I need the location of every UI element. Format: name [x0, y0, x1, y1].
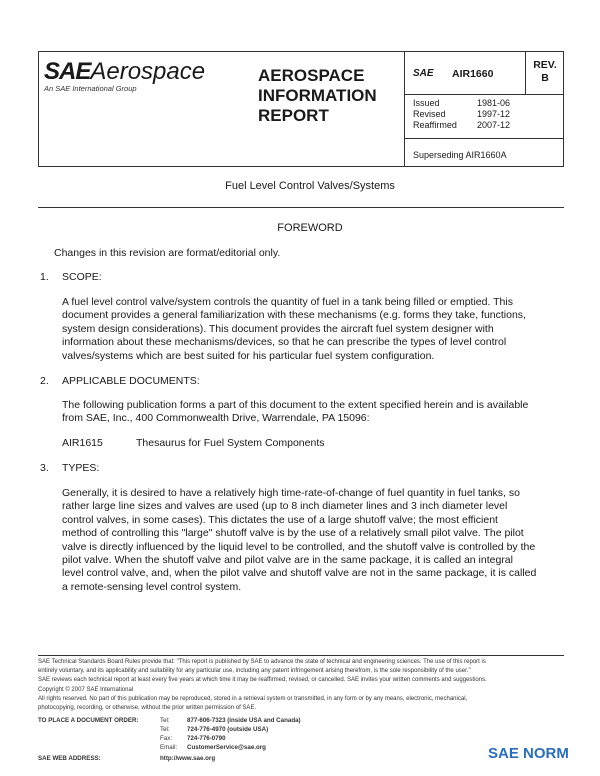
sae-norm-stamp: SAE NORM	[488, 745, 569, 762]
report-type-line: AEROSPACE	[258, 66, 365, 85]
logo-brand: SAE	[44, 58, 91, 85]
text-line: pilot valve. When the shutoff valve and pilot valve are in the same package, it is called an integral	[62, 554, 513, 567]
text-line: level control valve, and, when the pilot valve and shutoff valve are not in the same package, it is called	[62, 567, 537, 580]
text-line: rather large line sizes and valves are used (up to 8 inch diameter lines and 3 inch diameter level	[62, 500, 508, 513]
section-number: 1.	[40, 271, 49, 283]
text-line: a remote-sensing level control system.	[62, 580, 242, 593]
notice-line: photocopying, recording, or otherwise, without the prior written permission of SAE.	[38, 704, 257, 711]
contact-label: Tel:	[160, 717, 170, 724]
date-value: 1997-12	[477, 109, 511, 119]
date-label: Reaffirmed	[413, 120, 457, 130]
logo-product: Aerospace	[90, 58, 206, 85]
text-line: system design considerations). This document provides the aircraft fuel system designer with	[62, 322, 494, 335]
report-type-line: INFORMATION	[258, 86, 377, 105]
logo-tagline: An SAE International Group	[44, 84, 137, 93]
web-link[interactable]: http://www.sae.org	[160, 755, 216, 762]
contact-value: 724-776-0790	[187, 735, 226, 742]
rev-divider	[525, 51, 526, 94]
section-number: 2.	[40, 375, 49, 387]
header-top-rule	[38, 51, 564, 52]
notice-line: SAE Technical Standards Board Rules provide that: "This report is published by SAE to advance the state of technical and engineering sciences. The use of this report is	[38, 659, 486, 665]
notice-line: Copyright © 2007 SAE International	[38, 686, 134, 693]
footer-rule	[38, 655, 564, 656]
revision-label: REV.	[533, 59, 557, 71]
docnum-rule	[404, 94, 564, 95]
reference-title: Thesaurus for Fuel System Components	[136, 437, 325, 449]
contact-value: 877-606-7323 (inside USA and Canada)	[187, 717, 301, 724]
report-type-line: REPORT	[258, 106, 329, 125]
web-label: SAE WEB ADDRESS:	[38, 755, 101, 762]
email-link[interactable]: CustomerService@sae.org	[187, 744, 266, 751]
footer-notice	[38, 658, 558, 713]
text-line: Generally, it is desired to have a relatively high time-rate-of-change of fuel quantity in fuel tanks, so	[62, 487, 520, 499]
title-rule	[38, 207, 564, 208]
types-paragraph	[62, 487, 557, 594]
foreword-heading: FOREWORD	[277, 222, 343, 234]
foreword-text: Changes in this revision are format/editorial only.	[54, 247, 281, 259]
sae-mark: SAE	[413, 68, 434, 79]
date-label: Issued	[413, 98, 440, 108]
text-line: The following publication forms a part of this document to the extent specified herein and is available	[62, 399, 529, 411]
date-label: Revised	[413, 109, 446, 119]
notice-line: All rights reserved. No part of this publication may be reproduced, stored in a retrieval system or transmitted, in any form or by any means, electronic, mechanical,	[38, 696, 468, 703]
dates-rule	[404, 138, 564, 139]
text-line: from SAE, Inc., 400 Commonwealth Drive, Warrendale, PA 15096:	[62, 412, 370, 425]
sae-aerospace-logo	[44, 58, 205, 86]
header-left-rule	[38, 51, 39, 166]
contact-label: Fax:	[160, 735, 173, 742]
section-number: 3.	[40, 462, 49, 474]
notice-line: entirely voluntary, and its applicability and suitability for any particular use, including any patent infringement arising therefrom, is the sole responsibility of the user."	[38, 667, 471, 674]
text-line: method of controlling this "large" shutoff valve is by the use of a relatively small pilot valve. The pilot	[62, 527, 524, 540]
date-value: 2007-12	[477, 120, 511, 130]
text-line: A fuel level control valve/system controls the quantity of fuel in a tank being filled or emptied. This	[62, 296, 513, 308]
date-value: 1981-06	[477, 98, 511, 108]
revision-box	[531, 59, 559, 85]
order-label: TO PLACE A DOCUMENT ORDER:	[38, 717, 139, 724]
contact-label: Tel:	[160, 726, 170, 733]
contact-value: 724-776-4970 (outside USA)	[187, 726, 269, 733]
scope-paragraph	[62, 296, 557, 363]
header-right-rule	[563, 51, 564, 166]
section-title: TYPES:	[62, 462, 100, 474]
section-title: APPLICABLE DOCUMENTS:	[62, 375, 200, 387]
applicable-docs-paragraph	[62, 399, 557, 426]
section-title: SCOPE:	[62, 271, 102, 283]
revision-value: B	[541, 72, 549, 84]
header-bottom-rule	[38, 166, 564, 167]
reference-code: AIR1615	[62, 437, 103, 449]
text-line: control valves, in some cases). This dictates the use of a large shutoff valve; the most efficient	[62, 513, 498, 526]
text-line: valve is directly influenced by the liquid level to be controlled, and the shutoff valve is controlled by the	[62, 540, 536, 553]
document-title: Fuel Level Control Valves/Systems	[225, 180, 395, 192]
header-divider	[404, 51, 405, 166]
document-number: AIR1660	[452, 68, 494, 80]
contact-label: Email:	[160, 744, 178, 751]
text-line: document provides a general familiarization with these mechanisms (e.g. forms they take, functions,	[62, 309, 526, 322]
report-type	[258, 66, 398, 126]
text-line: information about these mechanisms/devices, so that he can prescribe the types of level control	[62, 336, 507, 349]
superseding-note: Superseding AIR1660A	[413, 150, 507, 160]
notice-line: SAE reviews each technical report at least every five years at which time it may be reaffirmed, revised, or cancelled. SAE invites your written comments and suggestions.	[38, 677, 487, 684]
text-line: valves/systems which are best suited for his particular fuel system configuration.	[62, 349, 435, 362]
